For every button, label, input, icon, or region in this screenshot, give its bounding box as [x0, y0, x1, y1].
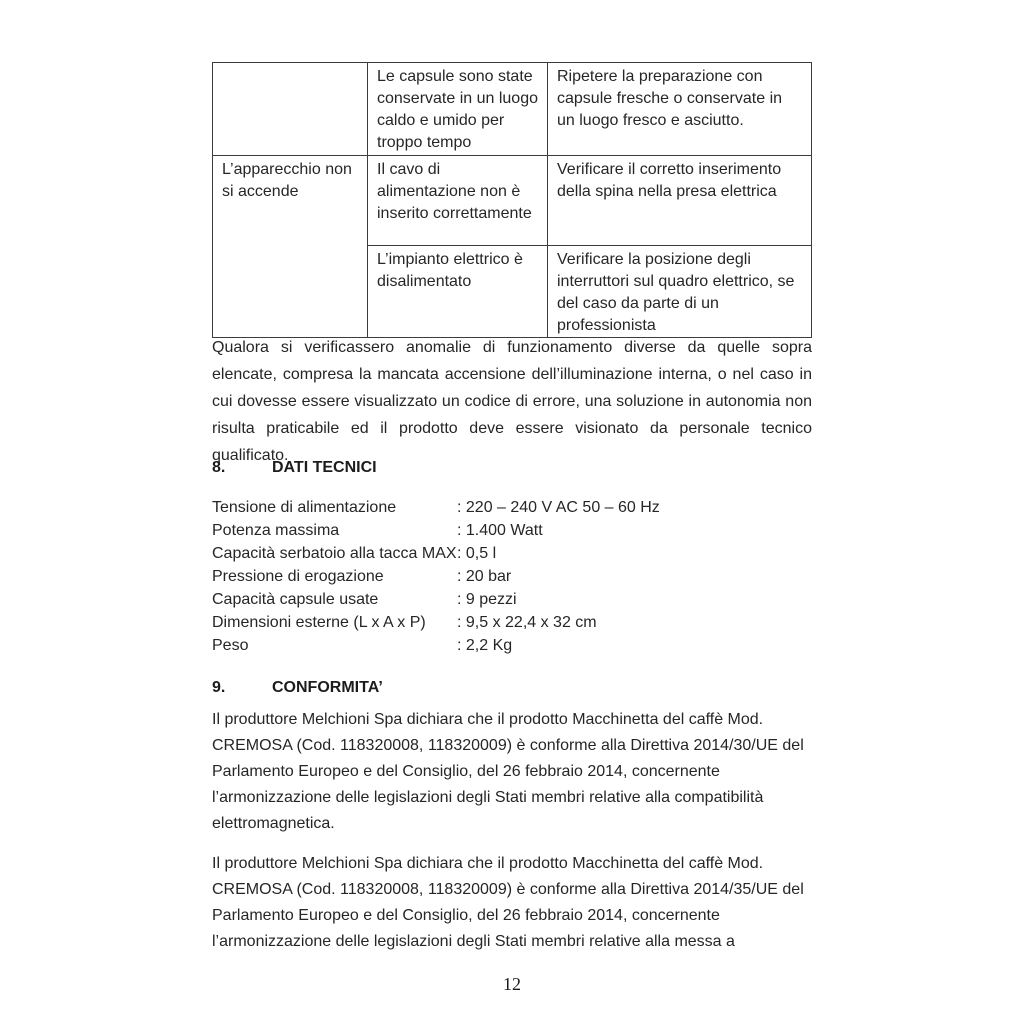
conformity-paragraph-lvd: Il produttore Melchioni Spa dichiara che il prodotto Macchinetta del caffè Mod. CREMOSA (Cod. 118320008, 118320009) è conforme alla Direttiva 2014/35/UE del Parlamento Europeo e del Consiglio, del 26 febbraio 2014, concernente l’armonizzazione delle legislazioni degli Stati membri relative alla messa a	[212, 855, 804, 950]
technical-data-list	[212, 496, 812, 657]
spec-value: : 20 bar	[457, 568, 512, 585]
cause-cell: Le capsule sono state conservate in un luogo caldo e umido per troppo tempo	[368, 63, 548, 156]
spec-row	[212, 519, 812, 542]
table-row	[213, 156, 812, 246]
spec-row	[212, 496, 812, 519]
spec-value: : 2,2 Kg	[457, 637, 513, 654]
spec-value: : 220 – 240 V AC 50 – 60 Hz	[457, 499, 660, 516]
section-9-title: CONFORMITA’	[272, 679, 383, 696]
cause-cell: L’impianto elettrico è disalimentato	[368, 246, 548, 338]
spec-row	[212, 588, 812, 611]
spec-row	[212, 542, 812, 565]
spec-label: Capacità capsule usate	[212, 591, 379, 608]
spec-value: : 9 pezzi	[457, 591, 517, 608]
spec-row	[212, 611, 812, 634]
problem-cell-empty	[213, 63, 368, 156]
table-row	[213, 63, 812, 156]
spec-label: Tensione di alimentazione	[212, 499, 397, 516]
spec-label: Potenza massima	[212, 522, 340, 539]
cause-cell: Il cavo di alimentazione non è inserito correttamente	[368, 156, 548, 246]
troubleshooting-table	[212, 62, 812, 338]
spec-label: Peso	[212, 637, 249, 654]
section-8-heading	[212, 459, 812, 477]
remedy-cell: Ripetere la preparazione con capsule fresche o conservate in un luogo fresco e asciutto.	[548, 63, 812, 156]
section-8-number: 8.	[212, 459, 226, 476]
remedy-cell: Verificare il corretto inserimento della spina nella presa elettrica	[548, 156, 812, 246]
spec-row	[212, 565, 812, 588]
problem-cell: L’apparecchio non si accende	[213, 156, 368, 338]
section-9-heading	[212, 679, 812, 697]
remedy-cell: Verificare la posizione degli interruttori sul quadro elettrico, se del caso da parte di un professionista	[548, 246, 812, 338]
spec-label: Capacità serbatoio alla tacca MAX	[212, 545, 457, 562]
spec-value: : 9,5 x 22,4 x 32 cm	[457, 614, 597, 631]
conformity-paragraph-emc: Il produttore Melchioni Spa dichiara che il prodotto Macchinetta del caffè Mod. CREMOSA (Cod. 118320008, 118320009) è conforme alla Direttiva 2014/30/UE del Parlamento Europeo e del Consiglio, del 26 febbraio 2014, concernente l’armonizzazione delle legislazioni degli Stati membri relative alla compatibilità elettromagnetica.	[212, 711, 804, 832]
spec-value: : 1.400 Watt	[457, 522, 543, 539]
note-paragraph: Qualora si verificassero anomalie di funzionamento diverse da quelle sopra elencate, compresa la mancata accensione dell’illuminazione interna, o nel caso in cui dovesse essere visualizzato un codice di errore, una soluzione in autonomia non risulta praticabile ed il prodotto deve essere visionato da personale tecnico qualificato.	[212, 339, 812, 464]
spec-row	[212, 634, 812, 657]
spec-label: Dimensioni esterne (L x A x P)	[212, 614, 426, 631]
page-number: 12	[503, 974, 521, 994]
spec-label: Pressione di erogazione	[212, 568, 384, 585]
section-9-number: 9.	[212, 679, 226, 696]
spec-value: : 0,5 l	[457, 545, 497, 562]
section-8-title: DATI TECNICI	[272, 459, 377, 476]
